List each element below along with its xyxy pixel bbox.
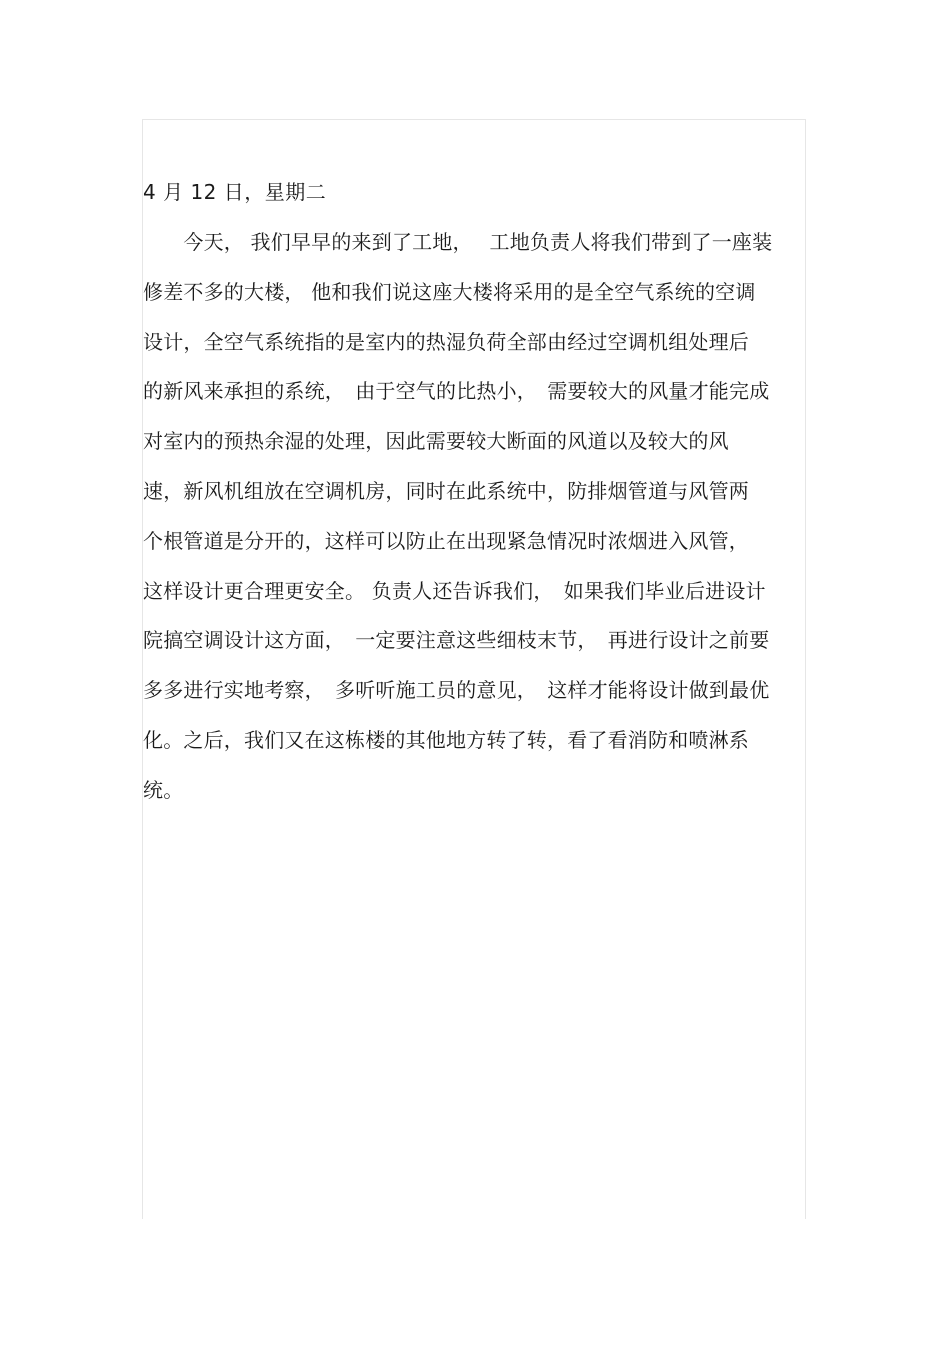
- body-line: 速，新风机组放在空调机房，同时在此系统中，防排烟管道与风管两: [143, 479, 749, 503]
- entry-date: 4 月 12 日，星期二: [143, 180, 327, 204]
- body-line: 院搞空调设计这方面， 一定要注意这些细枝末节， 再进行设计之前要: [143, 628, 770, 652]
- body-line: 今天， 我们早早的来到了工地， 工地负责人将我们带到了一座装: [143, 230, 773, 254]
- body-line: 设计，全空气系统指的是室内的热湿负荷全部由经过空调机组处理后: [143, 330, 749, 354]
- body-line: 修差不多的大楼， 他和我们说这座大楼将采用的是全空气系统的空调: [143, 280, 756, 304]
- body-line: 化。之后，我们又在这栋楼的其他地方转了转，看了看消防和喷淋系: [143, 728, 749, 752]
- body-line: 这样设计更合理更安全。 负责人还告诉我们， 如果我们毕业后进设计: [143, 579, 766, 603]
- body-line: 的新风来承担的系统， 由于空气的比热小， 需要较大的风量才能完成: [143, 379, 770, 403]
- body-line: 个根管道是分开的，这样可以防止在出现紧急情况时浓烟进入风管，: [143, 529, 749, 553]
- body-line: 多多进行实地考察， 多听听施工员的意见， 这样才能将设计做到最优: [143, 678, 770, 702]
- body-line: 统。: [143, 778, 184, 802]
- body-line: 对室内的预热余湿的处理，因此需要较大断面的风道以及较大的风: [143, 429, 729, 453]
